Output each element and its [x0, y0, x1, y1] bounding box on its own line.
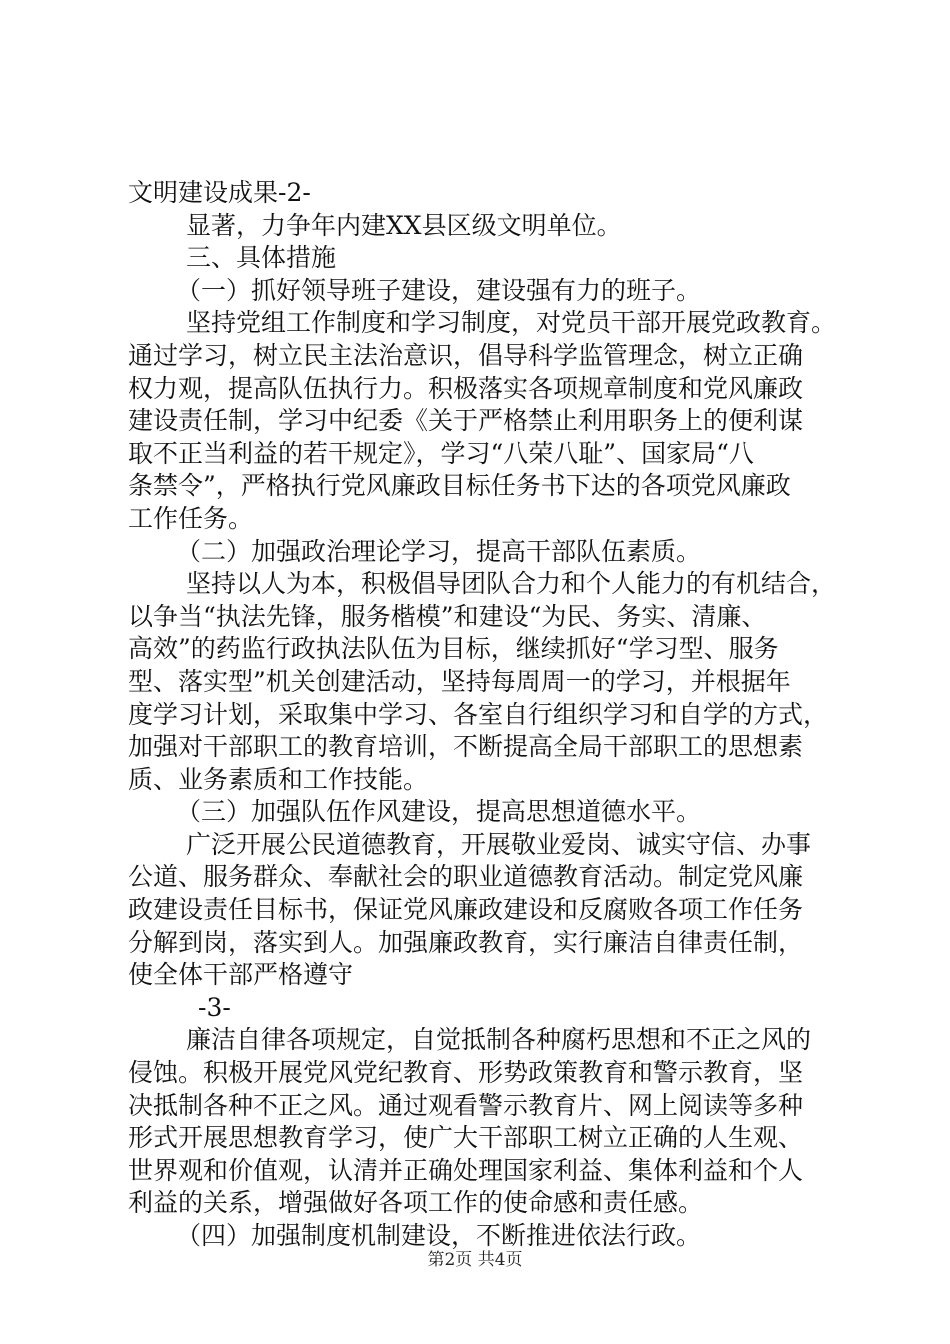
document-body	[128, 177, 858, 1253]
text-line: 度学习计划，采取集中学习、各室自行组织学习和自学的方式，	[128, 699, 829, 729]
text-line: -3-	[198, 992, 231, 1022]
text-line: （二）加强政治理论学习，提高干部队伍素质。	[176, 536, 702, 566]
text-line: 加强对干部职工的教育培训，不断提高全局干部职工的思想素	[128, 732, 804, 762]
text-line: （一）抓好领导班子建设，建设强有力的班子。	[176, 275, 702, 305]
text-line: 世界观和价值观，认清并正确处理国家利益、集体利益和个人	[128, 1155, 804, 1185]
text-line: 质、业务素质和工作技能。	[128, 764, 429, 794]
text-line: 坚持以人为本，积极倡导团队合力和个人能力的有机结合，	[186, 569, 837, 599]
text-line: 显著，力争年内建XX县区级文明单位。	[186, 210, 622, 240]
text-line: 侵蚀。积极开展党风党纪教育、形势政策教育和警示教育，坚	[128, 1058, 804, 1088]
text-line: 廉洁自律各项规定，自觉抵制各种腐朽思想和不正之风的	[186, 1025, 812, 1055]
text-line: 文明建设成果-2-	[128, 178, 311, 207]
text-line: 型、落实型”机关创建活动，坚持每周周一的学习，并根据年	[128, 666, 791, 696]
text-line: 利益的关系，增强做好各项工作的使命感和责任感。	[128, 1188, 704, 1218]
text-line: 公道、服务群众、奉献社会的职业道德教育活动。制定党风廉	[128, 862, 804, 892]
text-line: 三、具体措施	[186, 243, 337, 273]
text-line: 权力观，提高队伍执行力。积极落实各项规章制度和党风廉政	[128, 373, 804, 403]
text-line: （三）加强队伍作风建设，提高思想道德水平。	[176, 797, 702, 827]
text-line: 政建设责任目标书，保证党风廉政建设和反腐败各项工作任务	[128, 895, 804, 925]
text-line: 条禁令”，严格执行党风廉政目标任务书下达的各项党风廉政	[128, 471, 791, 501]
text-line: 形式开展思想教育学习，使广大干部职工树立正确的人生观、	[128, 1123, 804, 1153]
text-line: 以争当“执法先锋，服务楷模”和建设“为民、务实、清廉、	[128, 601, 767, 631]
text-line: 使全体干部严格遵守	[128, 960, 354, 990]
text-line: 分解到岗，落实到人。加强廉政教育，实行廉洁自律责任制，	[128, 927, 804, 957]
page-footer: 第2页 共4页	[427, 1250, 523, 1270]
text-line: 广泛开展公民道德教育，开展敬业爱岗、诚实守信、办事	[186, 829, 812, 859]
text-line: 通过学习，树立民主法治意识，倡导科学监管理念，树立正确	[128, 340, 804, 370]
text-line: （四）加强制度机制建设，不断推进依法行政。	[176, 1221, 702, 1250]
text-line: 建设责任制，学习中纪委《关于严格禁止利用职务上的便利谋	[128, 406, 804, 436]
text-line: 工作任务。	[128, 503, 254, 533]
text-line: 坚持党组工作制度和学习制度，对党员干部开展党政教育。	[186, 308, 837, 338]
text-line: 取不正当利益的若干规定》，学习“八荣八耻”、国家局“八	[128, 438, 754, 468]
text-line: 高效”的药监行政执法队伍为目标，继续抓好“学习型、服务	[128, 634, 779, 664]
text-line: 决抵制各种不正之风。通过观看警示教育片、网上阅读等多种	[128, 1090, 804, 1120]
